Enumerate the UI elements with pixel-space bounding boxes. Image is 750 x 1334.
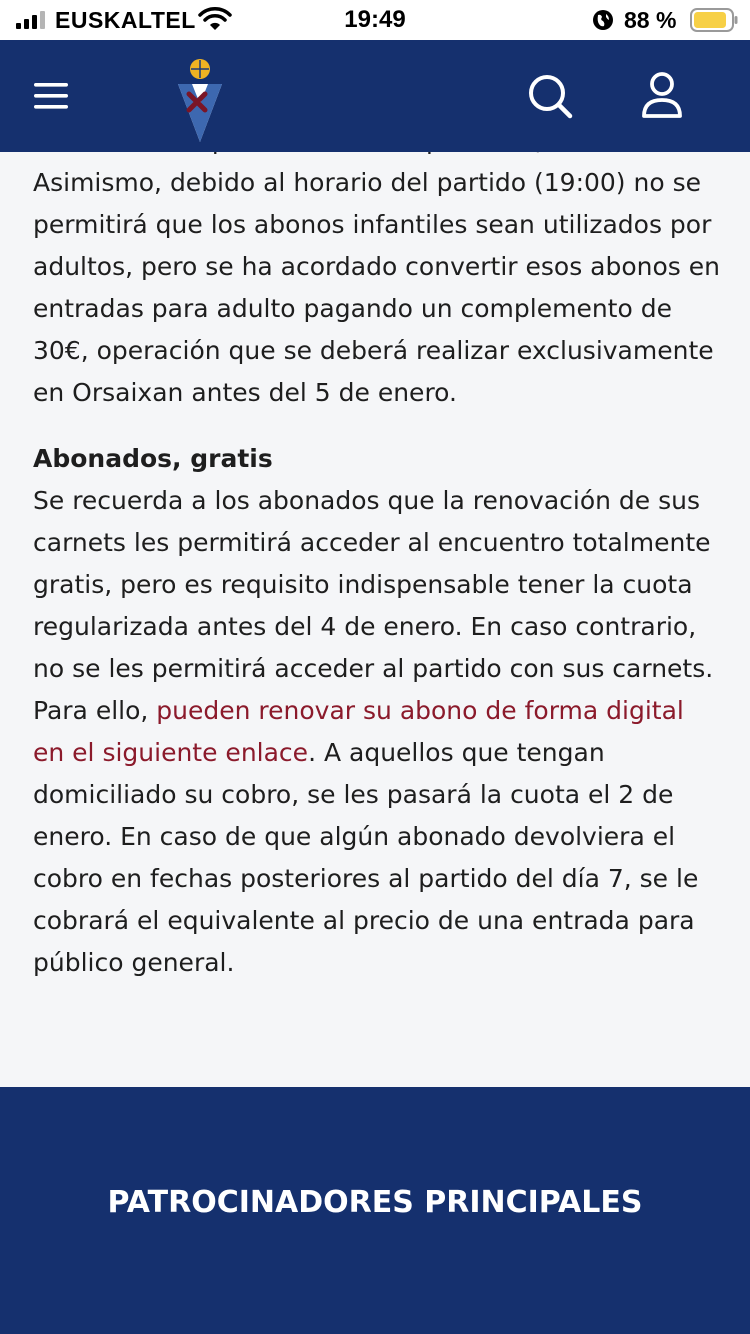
sponsors-section [0, 1087, 750, 1334]
club-crest-logo[interactable] [170, 54, 230, 146]
renew-subscription-link[interactable]: pueden renovar su abono de forma digital en el siguiente enlace [33, 696, 684, 767]
status-bar [0, 0, 750, 40]
search-icon[interactable] [526, 72, 574, 120]
user-icon[interactable] [638, 70, 686, 122]
article-body [0, 152, 750, 1087]
top-navigation-bar [0, 40, 750, 152]
menu-icon[interactable] [32, 76, 72, 116]
paragraph-text: Se recuerda a los abonados que la renovación de sus carnets les permitirá acceder al encuentro totalmente gratis, pero es requisito indispensable tener la cuota regularizada antes del 4 de enero. En caso contrario, no se les permitirá acceder al partido con sus carnets. Para ello, [33, 486, 714, 725]
paragraph-youth-passes: Asimismo, debido al horario del partido (19:00) no se permitirá que los abonos infantiles sean utilizados por adultos, pero se ha acordado convertir esos abonos en entradas para adulto pagando un complemento de 30€, operación que se deberá realizar exclusivamente en Orsaixan antes del 5 de enero. [33, 168, 720, 407]
paragraph-subscribers [33, 480, 723, 984]
battery-icon [690, 8, 738, 32]
carrier-name: EUSKALTEL [55, 7, 196, 33]
globe-icon [592, 9, 614, 31]
clock: 19:49 [344, 6, 406, 33]
sponsors-title: PATROCINADORES PRINCIPALES [107, 1185, 643, 1220]
battery-percent: 88 % [624, 7, 677, 33]
paragraph-text: . A aquellos que tengan domiciliado su cobro, se les pasará la cuota el 2 de enero. En caso de que algún abonado devolviera el cobro en fechas posteriores al partido del día 7, se le cobrará el equivalente al precio de una entrada para público general. [33, 738, 699, 977]
section-heading: Abonados, gratis [33, 444, 273, 473]
